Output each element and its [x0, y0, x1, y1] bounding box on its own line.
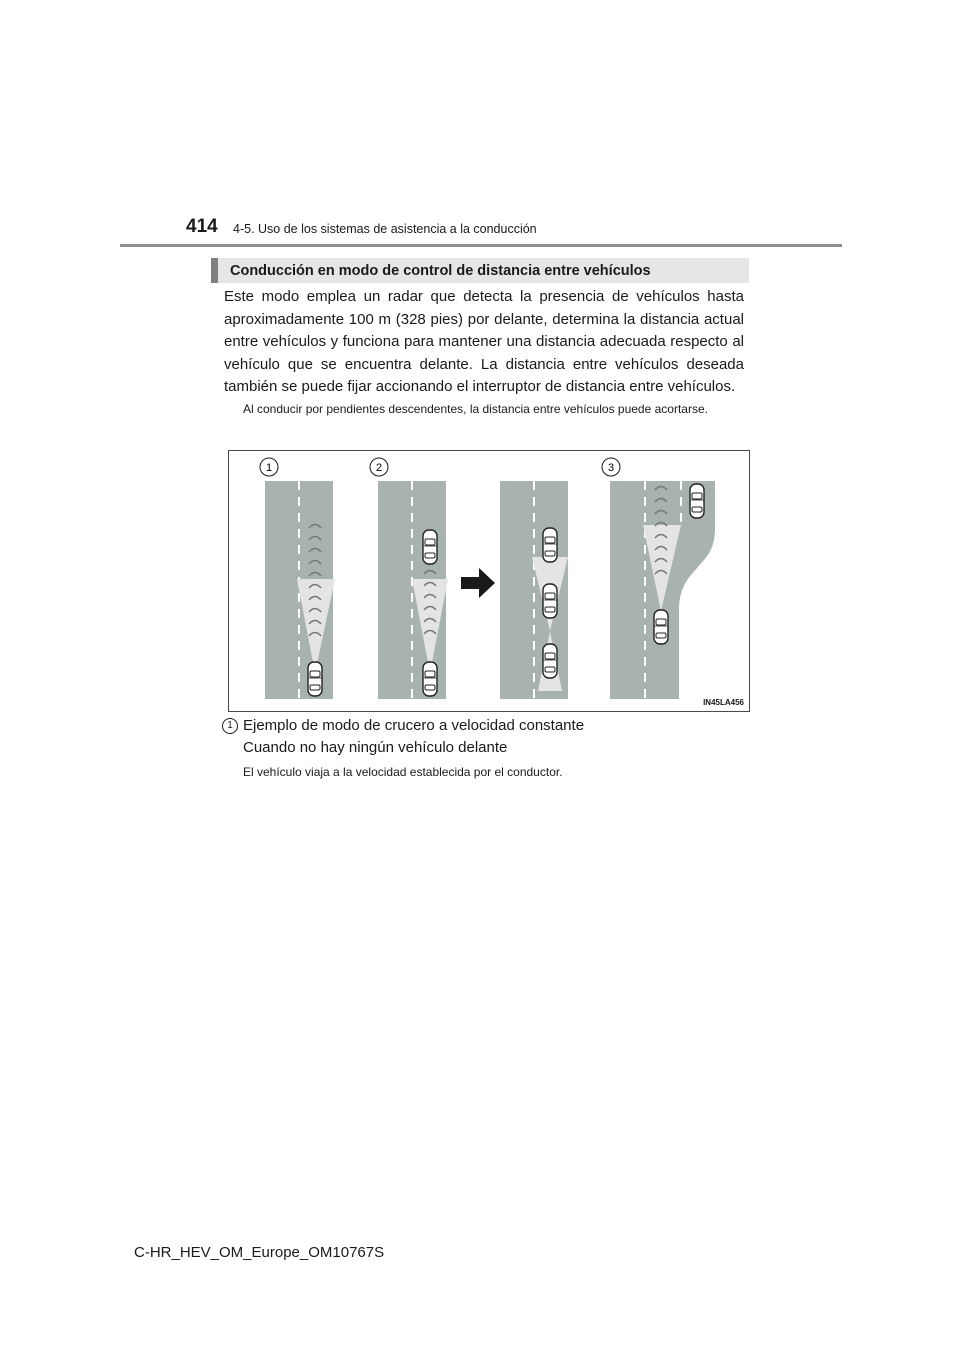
chapter-title: 4-5. Uso de los sistemas de asistencia a la conducción [233, 222, 537, 236]
own-vehicle [423, 662, 437, 696]
svg-text:3: 3 [607, 462, 615, 474]
vehicle-changing-lane [690, 484, 704, 518]
caption-number: 1 [222, 718, 238, 734]
figure-code: IN45LA456 [703, 698, 744, 707]
road-panel-3 [500, 481, 568, 699]
footer-document-code: C-HR_HEV_OM_Europe_OM10767S [134, 1244, 385, 1261]
svg-text:2: 2 [375, 462, 383, 474]
sequence-arrow [461, 568, 495, 598]
caption-note: El vehículo viaja a la velocidad establecida por el conductor. [243, 765, 563, 779]
svg-text:1: 1 [265, 462, 273, 474]
own-vehicle [543, 584, 557, 618]
figure-label-3 [602, 458, 620, 476]
following-vehicle [543, 644, 557, 678]
page-number: 414 [186, 216, 218, 237]
vehicle-ahead [543, 528, 557, 562]
figure-label-1 [260, 458, 278, 476]
body-note: Al conducir por pendientes descendentes, la distancia entre vehículos puede acortarse. [243, 402, 708, 416]
caption-title: Ejemplo de modo de crucero a velocidad constante [243, 717, 585, 734]
vehicle-ahead [423, 530, 437, 564]
road-panel-1 [265, 481, 335, 699]
figure-label-2 [370, 458, 388, 476]
body-paragraph: Este modo emplea un radar que detecta la presencia de vehículos hasta aproximadamente 100 m (328 pies) por delante, determina la distancia actual entre vehículos y funciona para mantener una distancia adecuada respecto al vehículo que se encuentra delante. La distancia entre vehículos deseada también se puede fijar accionando el interruptor de distancia entre vehículos. [224, 288, 744, 395]
header-divider [120, 244, 842, 247]
section-title: Conducción en modo de control de distancia entre vehículos [230, 262, 651, 279]
illustration-figure [228, 450, 750, 712]
section-heading-bar [211, 258, 749, 283]
own-vehicle [308, 662, 322, 696]
road-illustration [229, 451, 751, 713]
own-vehicle [654, 610, 668, 644]
road-panel-4 [610, 481, 715, 699]
caption-subtitle: Cuando no hay ningún vehículo delante [243, 739, 508, 756]
road-panel-2 [378, 481, 448, 699]
